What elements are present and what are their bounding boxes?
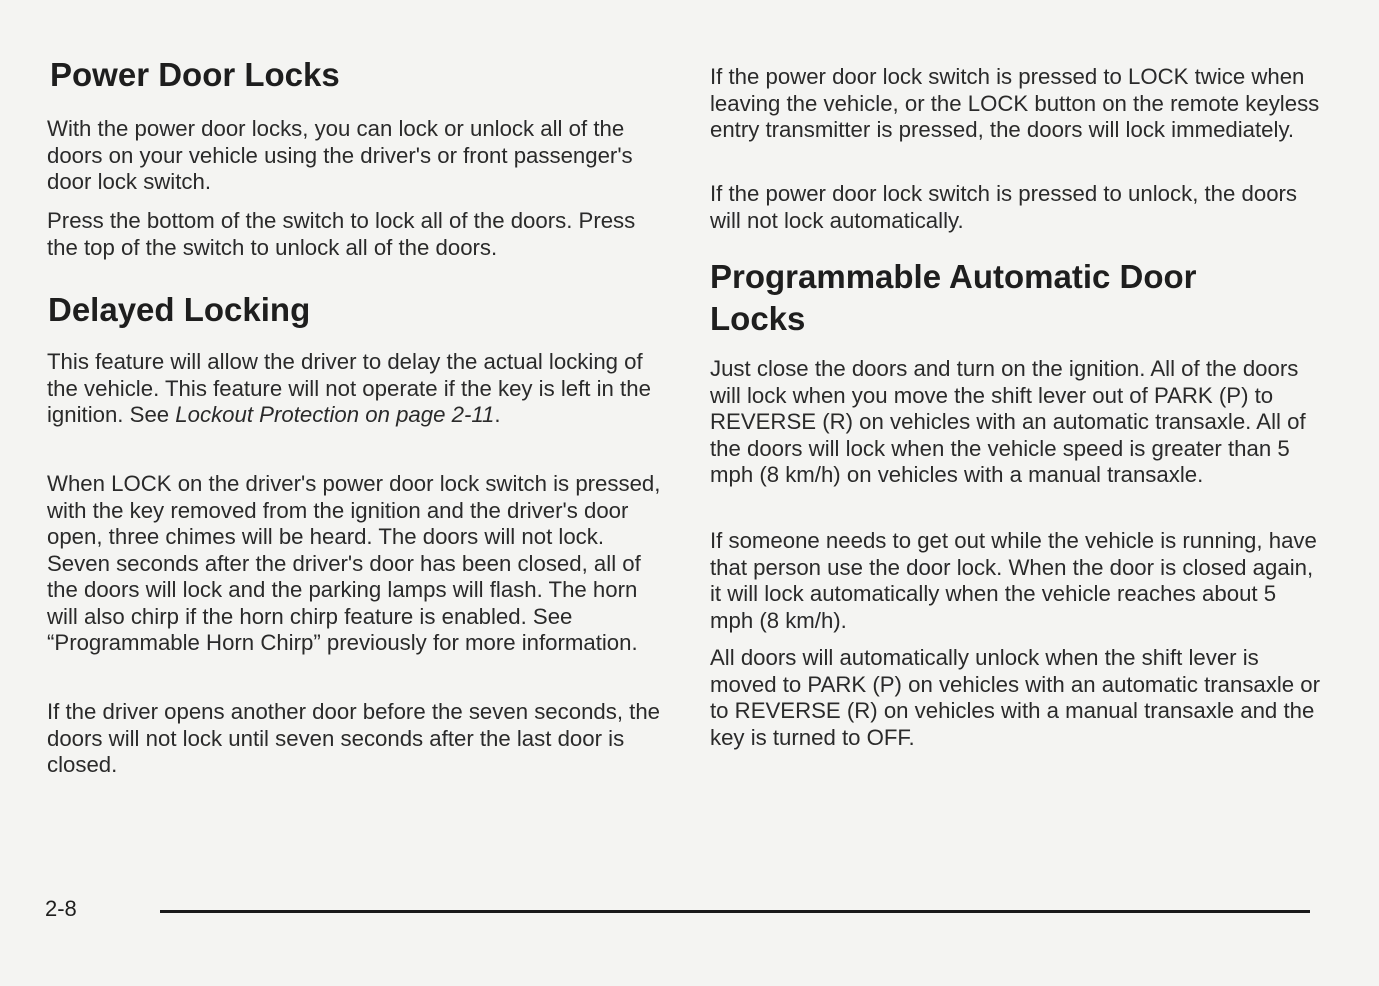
delayed-locking-paragraph-3: If the driver opens another door before the seven seconds, the doors will not lock until seven seconds after the last door is closed. xyxy=(47,699,661,777)
programmable-paragraph-2: If someone needs to get out while the vehicle is running, have that person use the door lock. When the door is closed again, it will lock automatically when the vehicle reaches about 5 mph (8 km/h). xyxy=(710,528,1317,633)
footer-divider xyxy=(160,910,1310,913)
unlock-paragraph: If the power door lock switch is pressed to unlock, the doors will not lock automatically. xyxy=(710,181,1298,233)
heading-power-door-locks: Power Door Locks xyxy=(50,56,340,93)
delayed-locking-paragraph-1-end: . xyxy=(494,402,501,427)
delayed-locking-paragraph-1 xyxy=(47,349,672,429)
heading-programmable-automatic-door-locks: Programmable Automatic Door Locks xyxy=(710,258,1197,337)
programmable-paragraph-3: All doors will automatically unlock when the shift lever is moved to PARK (P) on vehicles with an automatic transaxle or to REVERSE (R) on vehicles with a manual transaxle and the key is turned to OFF. xyxy=(710,645,1321,750)
lockout-protection-reference: Lockout Protection on page 2-11 xyxy=(175,402,495,427)
programmable-paragraph-1: Just close the doors and turn on the ignition. All of the doors will lock when you move the shift lever out of PARK (P) to REVERSE (R) on vehicles with an automatic transaxle. All of the doors will lock when the vehicle speed is greater than 5 mph (8 km/h) on vehicles with a manual transaxle. xyxy=(710,356,1306,487)
power-door-locks-paragraph-2: Press the bottom of the switch to lock all of the doors. Press the top of the switch to unlock all of the doors. xyxy=(47,208,636,260)
page-number: 2-8 xyxy=(45,896,77,921)
delayed-locking-paragraph-2: When LOCK on the driver's power door lock switch is pressed, with the key removed from the ignition and the driver's door open, three chimes will be heard. The doors will not lock. Seven seconds after the driver's door has been closed, all of the doors will lock and the parking lamps will flash. The horn will also chirp if the horn chirp feature is enabled. See “Programmable Horn Chirp” previously for more information. xyxy=(47,471,661,655)
lock-twice-paragraph: If the power door lock switch is pressed to LOCK twice when leaving the vehicle, or the LOCK button on the remote keyless entry transmitter is pressed, the doors will lock immediately. xyxy=(710,64,1320,142)
power-door-locks-paragraph-1: With the power door locks, you can lock or unlock all of the doors on your vehicle using the driver's or front passenger's door lock switch. xyxy=(47,116,633,194)
heading-delayed-locking: Delayed Locking xyxy=(48,291,311,328)
delayed-locking-paragraph-1-text: This feature will allow the driver to delay the actual locking of the vehicle. This feature will not operate if the key is left in the ignition. See xyxy=(47,349,651,427)
